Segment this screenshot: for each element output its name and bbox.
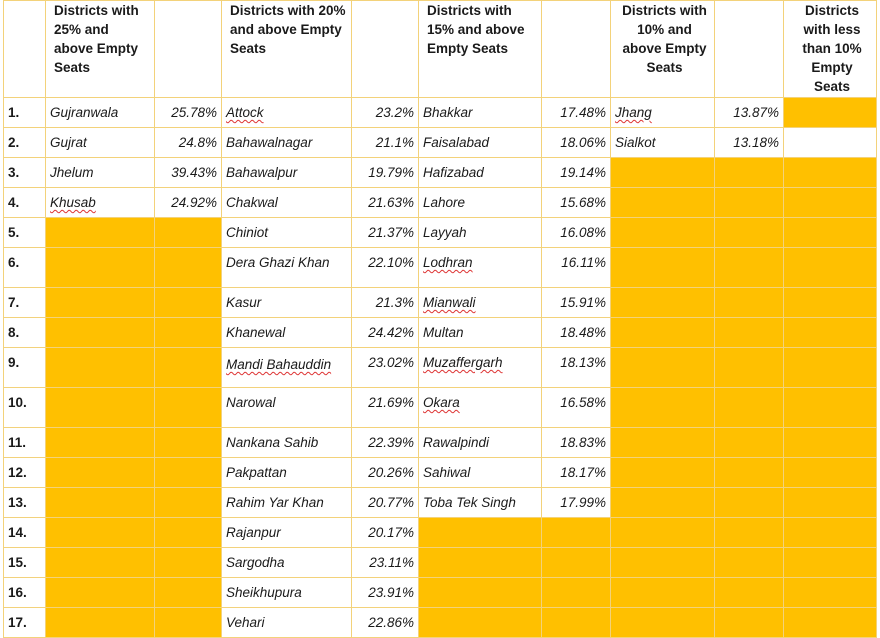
empty-cell: [155, 288, 222, 318]
empty-cell: [155, 548, 222, 578]
district-name-text: Faisalabad: [423, 135, 490, 150]
district-name: [419, 458, 542, 488]
empty-seats-percent: 24.42%: [352, 318, 419, 348]
district-name: [222, 388, 352, 428]
empty-cell: [784, 98, 877, 128]
empty-seats-percent: 25.78%: [155, 98, 222, 128]
table-row: [4, 608, 877, 638]
empty-cell: [715, 608, 784, 638]
district-name-text: Bahawalpur: [226, 165, 298, 180]
table-row: [4, 218, 877, 248]
district-name-text: Rahim Yar Khan: [226, 495, 324, 510]
row-number: 2.: [4, 128, 46, 158]
header-row: [4, 1, 877, 98]
empty-cell: [784, 428, 877, 458]
district-name: [222, 608, 352, 638]
empty-cell: [715, 348, 784, 388]
empty-cell: [611, 608, 715, 638]
empty-cell: [155, 218, 222, 248]
row-number: 10.: [4, 388, 46, 428]
header-15-percent: Districts with 15% and above Empty Seats: [419, 1, 542, 98]
empty-cell: [611, 348, 715, 388]
header-10-percent-value: [715, 1, 784, 98]
district-name: [46, 188, 155, 218]
empty-cell: [784, 188, 877, 218]
table-row: [4, 98, 877, 128]
empty-cell: [611, 428, 715, 458]
header-25-percent-value: [155, 1, 222, 98]
empty-cell: [419, 578, 542, 608]
empty-cell: [611, 458, 715, 488]
empty-cell: [611, 218, 715, 248]
empty-seats-percent: 21.37%: [352, 218, 419, 248]
district-name: [222, 318, 352, 348]
district-name: [222, 158, 352, 188]
empty-seats-percent: 17.99%: [542, 488, 611, 518]
district-name-text: Jhang: [615, 105, 652, 120]
empty-cell: [155, 348, 222, 388]
district-name: [222, 428, 352, 458]
empty-cell: [611, 388, 715, 428]
district-name-text: Sargodha: [226, 555, 285, 570]
empty-cell: [155, 318, 222, 348]
empty-cell: [784, 158, 877, 188]
empty-cell: [715, 548, 784, 578]
district-name-text: Bhakkar: [423, 105, 473, 120]
empty-cell: [715, 488, 784, 518]
table-row: [4, 428, 877, 458]
empty-cell: [46, 428, 155, 458]
district-name: [419, 488, 542, 518]
table-row: [4, 388, 877, 428]
district-name-text: Vehari: [226, 615, 265, 630]
table-row: [4, 318, 877, 348]
empty-cell: [784, 578, 877, 608]
empty-seats-percent: 23.02%: [352, 348, 419, 388]
district-name: [419, 388, 542, 428]
district-name-text: Rajanpur: [226, 525, 281, 540]
district-name: [222, 488, 352, 518]
district-name-text: Lahore: [423, 195, 466, 210]
empty-cell: [155, 248, 222, 288]
empty-cell: [46, 388, 155, 428]
district-name: [222, 348, 352, 388]
district-name: [419, 248, 542, 288]
empty-seats-percent: 13.18%: [715, 128, 784, 158]
empty-seats-percent: 22.39%: [352, 428, 419, 458]
empty-cell: [784, 288, 877, 318]
empty-cell: [46, 488, 155, 518]
district-name-text: Attock: [226, 105, 264, 120]
district-name: [222, 188, 352, 218]
empty-cell: [611, 288, 715, 318]
empty-seats-percent: 18.83%: [542, 428, 611, 458]
empty-cell: [784, 128, 877, 158]
empty-cell: [542, 548, 611, 578]
empty-cell: [46, 348, 155, 388]
empty-cell: [784, 488, 877, 518]
row-number: 8.: [4, 318, 46, 348]
empty-seats-percent: 19.79%: [352, 158, 419, 188]
district-name-text: Khanewal: [226, 325, 286, 340]
district-name-text: Gujranwala: [50, 105, 119, 120]
empty-cell: [784, 218, 877, 248]
district-name: [419, 348, 542, 388]
district-name: [419, 218, 542, 248]
table-row: [4, 458, 877, 488]
empty-cell: [715, 458, 784, 488]
district-name-text: Narowal: [226, 395, 276, 410]
empty-cell: [46, 608, 155, 638]
district-name-text: Muzaffergarh: [423, 355, 503, 370]
district-name: [419, 288, 542, 318]
empty-cell: [784, 248, 877, 288]
empty-cell: [46, 218, 155, 248]
table-row: [4, 288, 877, 318]
empty-seats-percent: 24.8%: [155, 128, 222, 158]
table-row: [4, 488, 877, 518]
row-number: 7.: [4, 288, 46, 318]
empty-cell: [419, 548, 542, 578]
header-cell-num: [4, 1, 46, 98]
empty-seats-percent: 20.17%: [352, 518, 419, 548]
empty-cell: [542, 518, 611, 548]
empty-seats-percent: 22.86%: [352, 608, 419, 638]
empty-seats-table: [3, 0, 877, 638]
row-number: 15.: [4, 548, 46, 578]
empty-cell: [46, 578, 155, 608]
district-name-text: Rawalpindi: [423, 435, 490, 450]
empty-cell: [419, 518, 542, 548]
empty-seats-percent: 17.48%: [542, 98, 611, 128]
empty-cell: [155, 428, 222, 458]
district-name-text: Dera Ghazi Khan: [226, 255, 330, 270]
district-name: [419, 98, 542, 128]
table-row: [4, 518, 877, 548]
empty-seats-percent: 21.63%: [352, 188, 419, 218]
district-name-text: Sahiwal: [423, 465, 471, 480]
empty-cell: [715, 188, 784, 218]
empty-cell: [611, 578, 715, 608]
district-name-text: Sialkot: [615, 135, 656, 150]
row-number: 12.: [4, 458, 46, 488]
empty-cell: [784, 458, 877, 488]
empty-cell: [611, 248, 715, 288]
empty-cell: [784, 318, 877, 348]
district-name-text: Chakwal: [226, 195, 278, 210]
empty-seats-percent: 18.17%: [542, 458, 611, 488]
empty-cell: [46, 518, 155, 548]
district-name: [222, 98, 352, 128]
empty-seats-percent: 24.92%: [155, 188, 222, 218]
empty-cell: [715, 218, 784, 248]
district-name-text: Sheikhupura: [226, 585, 302, 600]
district-name-text: Layyah: [423, 225, 467, 240]
header-20-percent-value: [352, 1, 419, 98]
header-less-than-10-percent: Districts with less than 10% Empty Seats: [784, 1, 877, 98]
empty-cell: [784, 608, 877, 638]
empty-cell: [155, 488, 222, 518]
empty-cell: [46, 458, 155, 488]
table-row: [4, 188, 877, 218]
district-name: [222, 578, 352, 608]
district-name-text: Hafizabad: [423, 165, 484, 180]
empty-cell: [715, 288, 784, 318]
empty-cell: [715, 158, 784, 188]
header-15-percent-value: [542, 1, 611, 98]
row-number: 16.: [4, 578, 46, 608]
empty-cell: [542, 578, 611, 608]
empty-cell: [611, 518, 715, 548]
empty-cell: [784, 548, 877, 578]
district-name: [222, 548, 352, 578]
district-name: [611, 128, 715, 158]
district-name-text: Kasur: [226, 295, 262, 310]
empty-cell: [419, 608, 542, 638]
empty-seats-percent: 20.77%: [352, 488, 419, 518]
empty-cell: [611, 188, 715, 218]
row-number: 1.: [4, 98, 46, 128]
empty-cell: [542, 608, 611, 638]
empty-cell: [46, 548, 155, 578]
empty-seats-percent: 21.69%: [352, 388, 419, 428]
table-row: [4, 248, 877, 288]
district-name: [222, 518, 352, 548]
empty-seats-percent: 13.87%: [715, 98, 784, 128]
row-number: 3.: [4, 158, 46, 188]
empty-cell: [611, 548, 715, 578]
empty-cell: [784, 518, 877, 548]
empty-cell: [46, 288, 155, 318]
header-20-percent: Districts with 20% and above Empty Seats: [222, 1, 352, 98]
empty-seats-percent: 23.11%: [352, 548, 419, 578]
empty-seats-percent: 19.14%: [542, 158, 611, 188]
district-name: [419, 428, 542, 458]
empty-cell: [715, 248, 784, 288]
district-name-text: Chiniot: [226, 225, 269, 240]
empty-cell: [715, 518, 784, 548]
district-name-text: Jhelum: [50, 165, 94, 180]
district-name-text: Pakpattan: [226, 465, 287, 480]
row-number: 4.: [4, 188, 46, 218]
empty-seats-percent: 39.43%: [155, 158, 222, 188]
row-number: 6.: [4, 248, 46, 288]
empty-cell: [155, 518, 222, 548]
table-row: [4, 548, 877, 578]
empty-seats-percent: 21.3%: [352, 288, 419, 318]
empty-cell: [611, 318, 715, 348]
district-name: [419, 188, 542, 218]
district-name-text: Lodhran: [423, 255, 473, 270]
district-name-text: Nankana Sahib: [226, 435, 319, 450]
empty-seats-percent: 18.48%: [542, 318, 611, 348]
district-name: [222, 288, 352, 318]
empty-seats-percent: 18.13%: [542, 348, 611, 388]
district-name-text: Multan: [423, 325, 464, 340]
row-number: 14.: [4, 518, 46, 548]
header-25-percent: Districts with 25% and above Empty Seats: [46, 1, 155, 98]
district-name-text: Mianwali: [423, 295, 476, 310]
empty-seats-percent: 23.2%: [352, 98, 419, 128]
district-name-text: Bahawalnagar: [226, 135, 313, 150]
empty-cell: [784, 388, 877, 428]
empty-cell: [611, 158, 715, 188]
empty-seats-percent: 20.26%: [352, 458, 419, 488]
district-name: [419, 318, 542, 348]
district-name: [222, 248, 352, 288]
empty-cell: [155, 388, 222, 428]
district-name: [419, 158, 542, 188]
empty-seats-percent: 16.11%: [542, 248, 611, 288]
header-10-percent: Districts with 10% and above Empty Seats: [611, 1, 715, 98]
empty-cell: [46, 248, 155, 288]
district-name-text: Toba Tek Singh: [423, 495, 516, 510]
row-number: 17.: [4, 608, 46, 638]
empty-cell: [784, 348, 877, 388]
district-name: [222, 458, 352, 488]
empty-seats-percent: 15.68%: [542, 188, 611, 218]
table-row: [4, 128, 877, 158]
empty-cell: [715, 578, 784, 608]
district-name-text: Gujrat: [50, 135, 87, 150]
empty-cell: [155, 458, 222, 488]
district-name: [222, 128, 352, 158]
row-number: 9.: [4, 348, 46, 388]
district-name: [46, 158, 155, 188]
table-row: [4, 348, 877, 388]
empty-seats-percent: 18.06%: [542, 128, 611, 158]
district-name: [611, 98, 715, 128]
empty-cell: [46, 318, 155, 348]
empty-cell: [155, 608, 222, 638]
district-name-text: Okara: [423, 395, 460, 410]
empty-seats-percent: 16.08%: [542, 218, 611, 248]
row-number: 11.: [4, 428, 46, 458]
table-row: [4, 158, 877, 188]
empty-seats-percent: 21.1%: [352, 128, 419, 158]
district-name: [222, 218, 352, 248]
empty-seats-percent: 23.91%: [352, 578, 419, 608]
district-name: [46, 98, 155, 128]
empty-cell: [155, 578, 222, 608]
empty-cell: [611, 488, 715, 518]
empty-seats-percent: 15.91%: [542, 288, 611, 318]
district-name-text: Mandi Bahauddin: [226, 357, 332, 372]
empty-cell: [715, 428, 784, 458]
row-number: 13.: [4, 488, 46, 518]
empty-seats-percent: 16.58%: [542, 388, 611, 428]
table-row: [4, 578, 877, 608]
empty-seats-percent: 22.10%: [352, 248, 419, 288]
district-name: [419, 128, 542, 158]
empty-cell: [715, 388, 784, 428]
empty-cell: [715, 318, 784, 348]
district-name: [46, 128, 155, 158]
district-name-text: Khusab: [50, 195, 96, 210]
row-number: 5.: [4, 218, 46, 248]
